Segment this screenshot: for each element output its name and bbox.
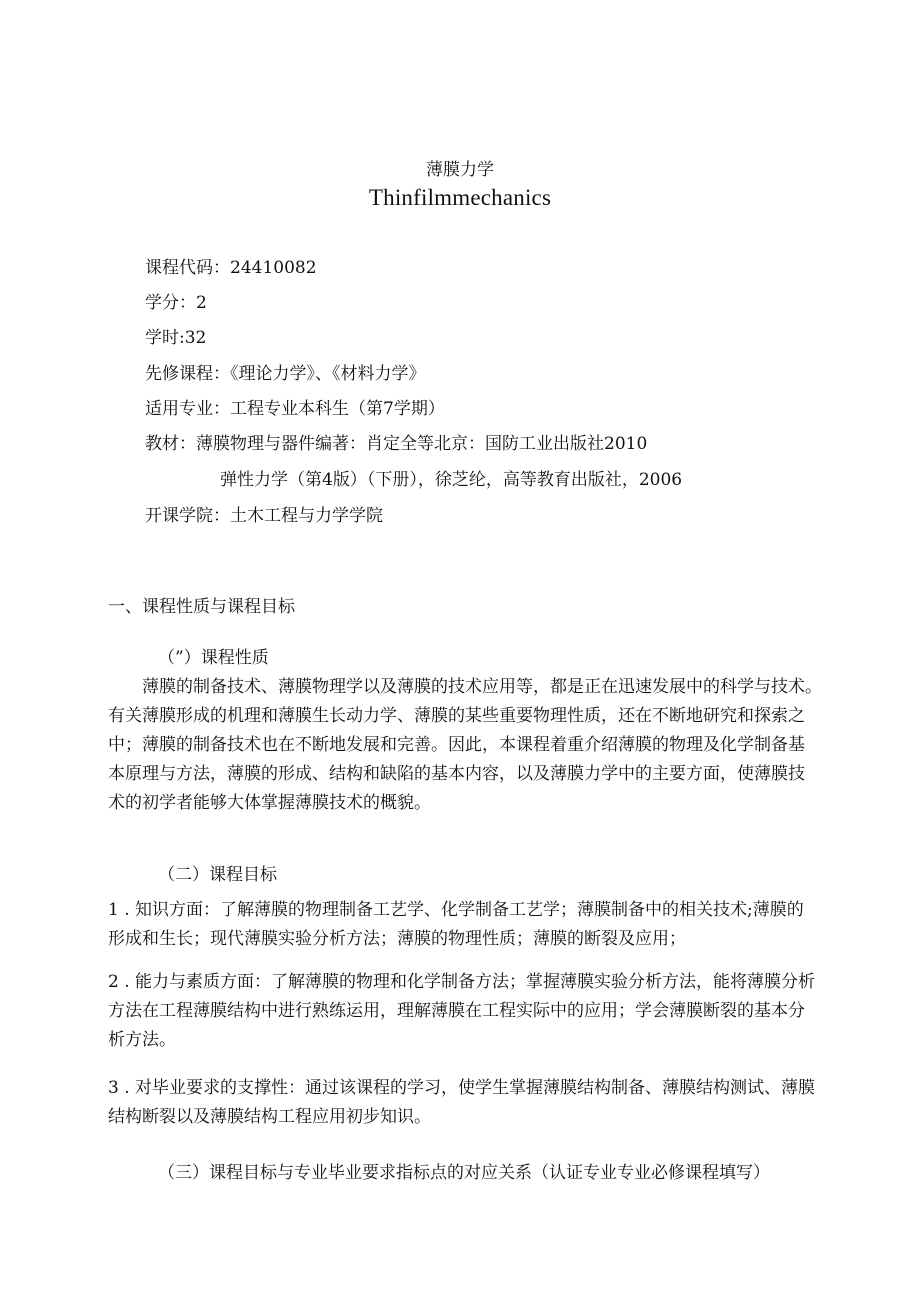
course-prerequisites: 先修课程：《理论力学》、《材料力学》 [145,364,426,384]
goal-line: 1 . 知识方面：了解薄膜的物理制备工艺学、化学制备工艺学；薄膜制备中的相关技术;薄膜的 [108,900,804,920]
goal-line: 结构断裂以及薄膜结构工程应用初步知识。 [108,1107,431,1127]
course-credits: 学分：2 [145,293,207,313]
subsection-heading-goals: （二）课程目标 [158,865,277,885]
paragraph-line: 薄膜的制备技术、薄膜物理学以及薄膜的技术应用等，都是正在迅速发展中的科学与技术。 [142,677,822,697]
course-code: 课程代码：24410082 [145,258,317,278]
course-nature-paragraph [108,673,822,818]
course-title-chinese: 薄膜力学 [426,160,494,180]
section-heading-nature-and-goals: 一、课程性质与课程目标 [108,597,295,617]
goal-line: 2 . 能力与素质方面：了解薄膜的物理和化学制备方法；掌握薄膜实验分析方法，能将薄膜分析 [108,972,816,992]
course-major: 适用专业：工程专业本科生（第7学期） [145,399,445,419]
goal-support [108,1074,818,1132]
goal-ability [108,968,818,1055]
goal-line: 方法在工程薄膜结构中进行熟练运用，理解薄膜在工程实际中的应用；学会薄膜断裂的基本分 [108,1001,805,1021]
goal-line: 析方法。 [108,1030,176,1050]
subsection-heading-mapping: （三）课程目标与专业毕业要求指标点的对应关系（认证专业专业必修课程填写） [158,1163,770,1183]
course-hours: 学时:32 [145,328,207,348]
goal-line: 3 . 对毕业要求的支撑性：通过该课程的学习，使学生掌握薄膜结构制备、薄膜结构测试、薄膜 [108,1078,816,1098]
subsection-heading-nature: （”）课程性质 [158,648,269,668]
course-textbook-secondary: 弹性力学（第4版）（下册），徐芝纶，高等教育出版社，2006 [220,470,683,490]
paragraph-line: 有关薄膜形成的机理和薄膜生长动力学、薄膜的某些重要物理性质，还在不断地研究和探索之 [108,706,805,726]
paragraph-line: 术的初学者能够大体掌握薄膜技术的概貌。 [108,793,431,813]
course-title-english: Thinfilmmechanics [368,185,552,210]
goal-line: 形成和生长；现代薄膜实验分析方法；薄膜的物理性质；薄膜的断裂及应用； [108,929,686,949]
goal-knowledge [108,896,818,954]
course-textbook: 教材：薄膜物理与器件编著：肖定全等北京：国防工业出版社2010 [145,434,648,454]
course-school: 开课学院：土木工程与力学学院 [145,506,383,526]
paragraph-line: 中；薄膜的制备技术也在不断地发展和完善。因此，本课程着重介绍薄膜的物理及化学制备基 [108,735,805,755]
paragraph-line: 本原理与方法，薄膜的形成、结构和缺陷的基本内容，以及薄膜力学中的主要方面，使薄膜技 [108,764,805,784]
